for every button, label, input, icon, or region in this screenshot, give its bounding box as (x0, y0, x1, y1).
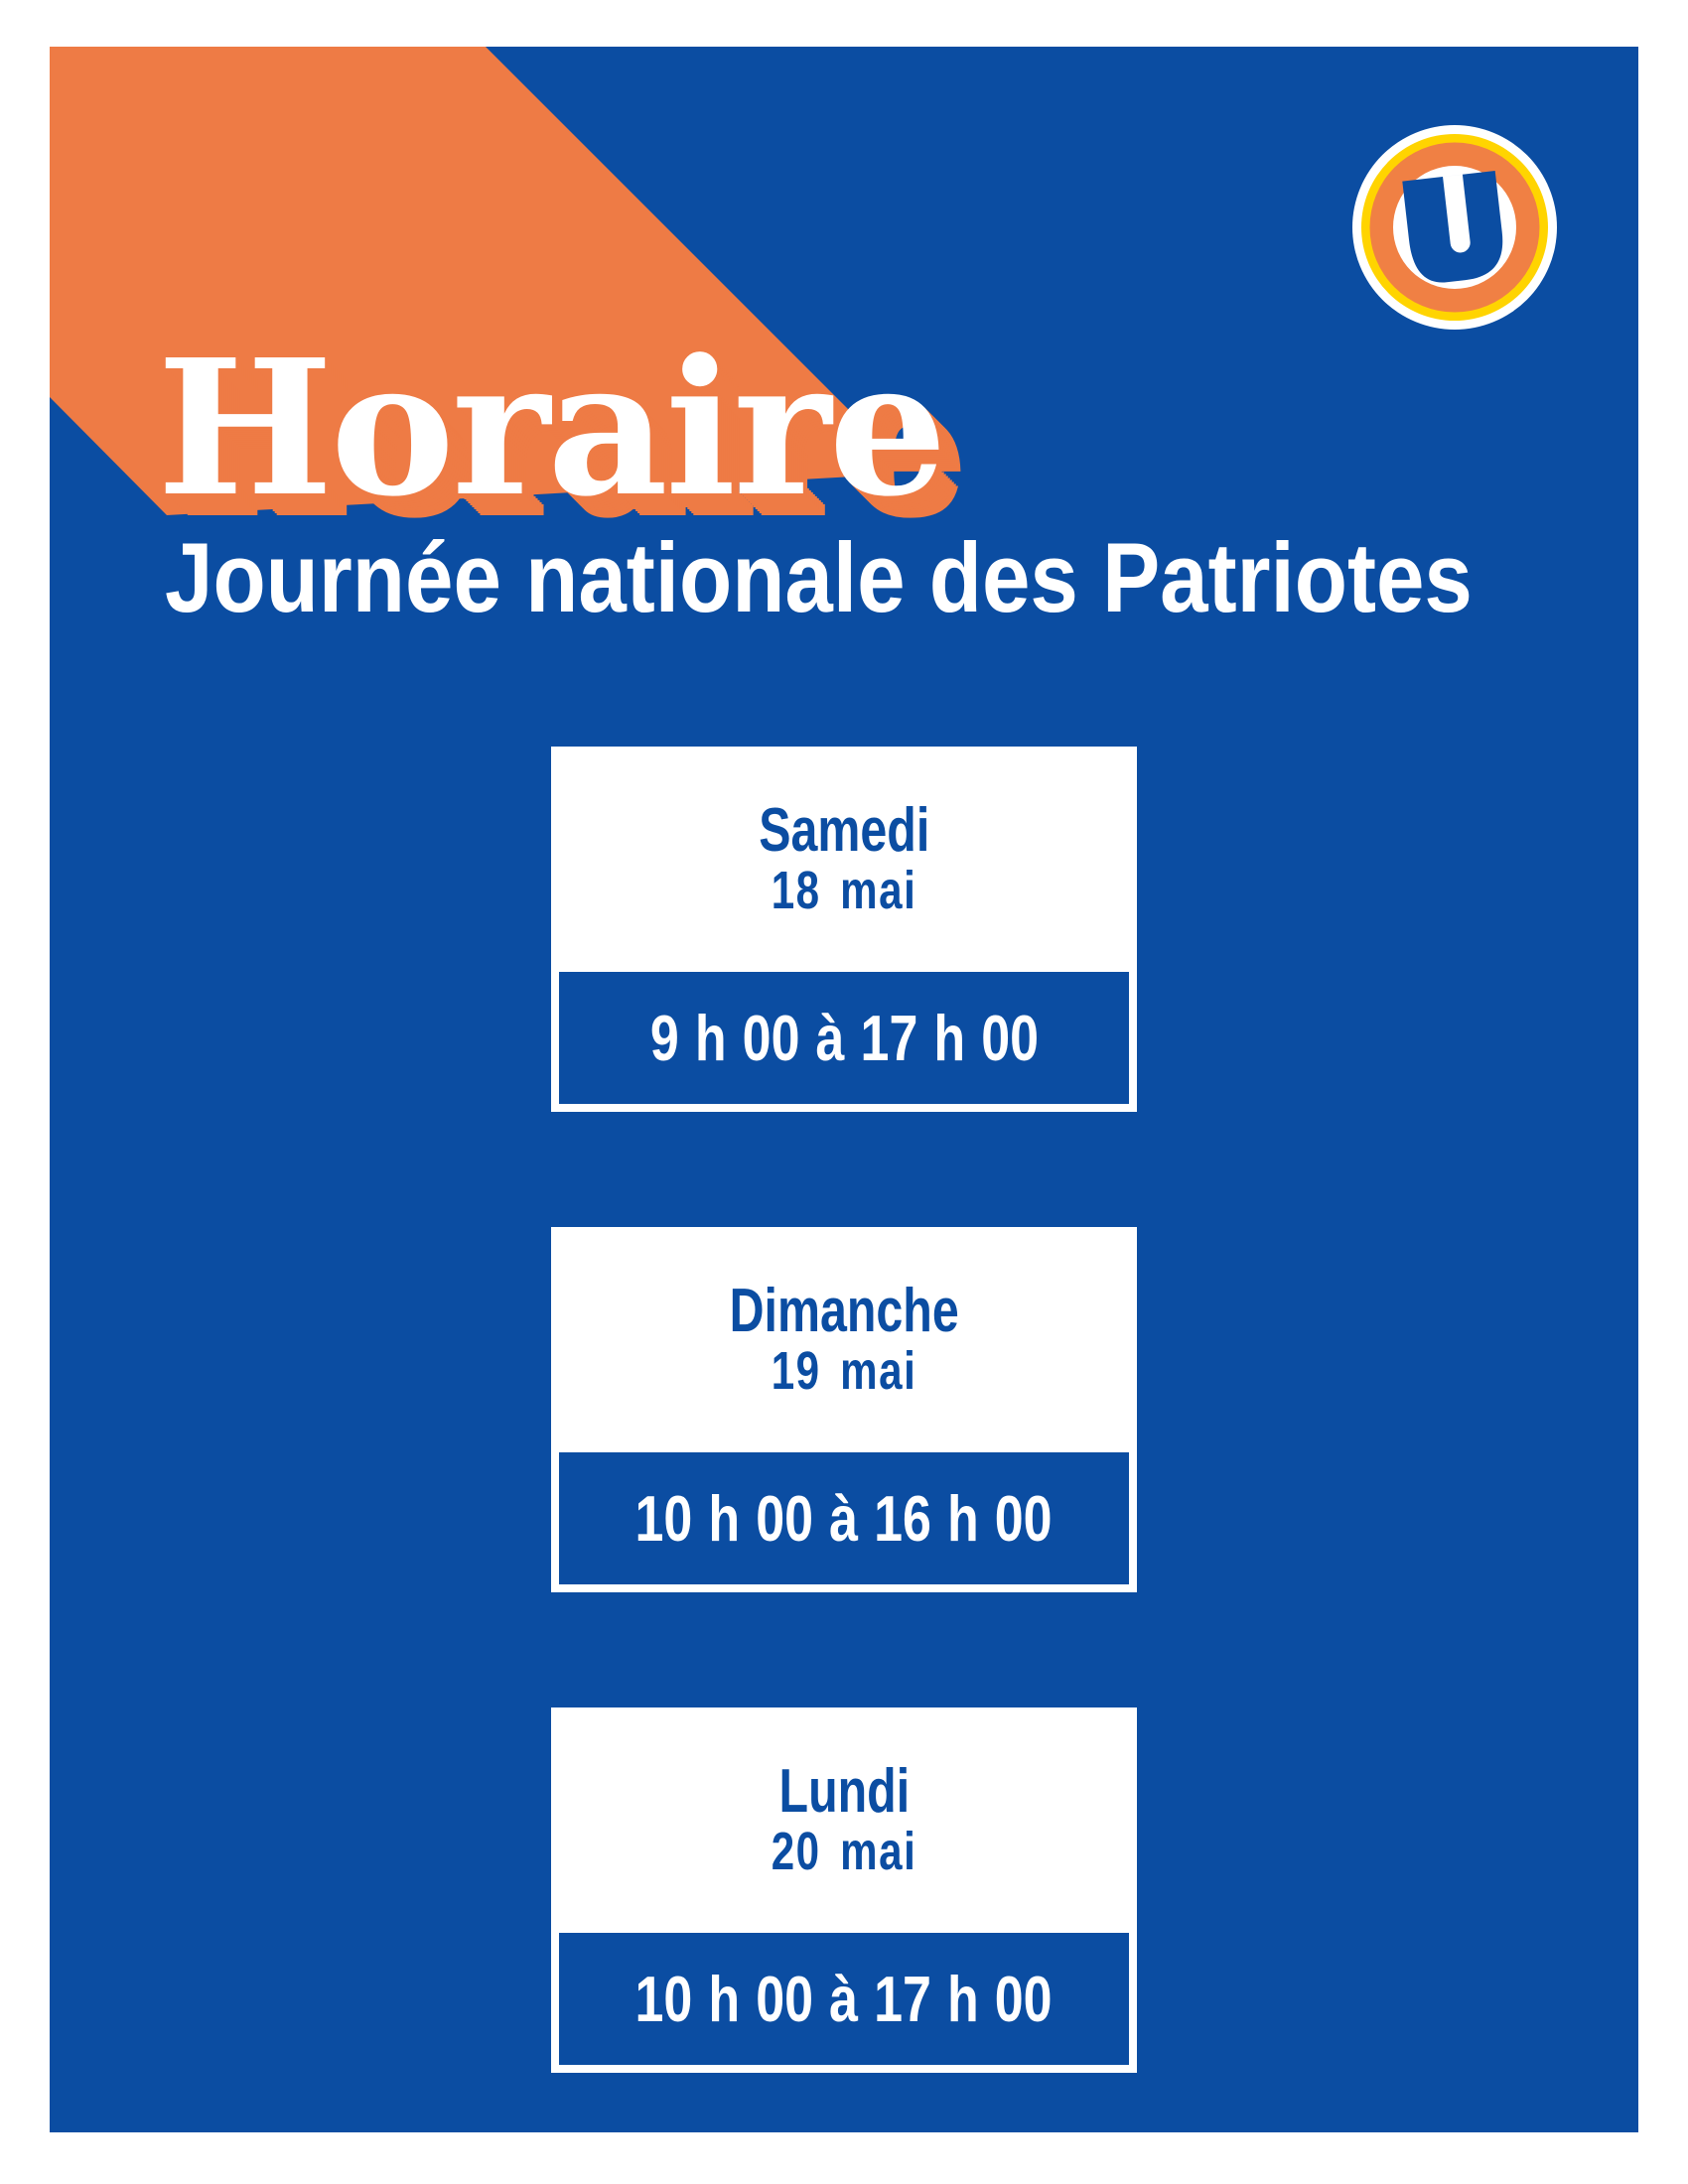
schedule-card (551, 1227, 1137, 1592)
hours-text: 10 h 00 à 17 h 00 (634, 1963, 1054, 2035)
card-day-block (551, 747, 1137, 972)
day-name: Dimanche (729, 1276, 959, 1345)
day-date: 19 mai (771, 1340, 917, 1401)
schedule-card (551, 747, 1137, 1112)
card-hours-band (559, 1452, 1129, 1584)
card-hours-band (559, 1933, 1129, 2065)
day-date: 20 mai (771, 1821, 917, 1881)
day-name: Samedi (758, 795, 930, 865)
poster-canvas (50, 47, 1638, 2132)
card-day-block (551, 1707, 1137, 1933)
u-store-logo-icon (1351, 124, 1558, 331)
page-title: Horaire (157, 319, 944, 538)
day-name: Lundi (778, 1756, 910, 1826)
page-subtitle: Journée nationale des Patriotes (165, 522, 1473, 632)
schedule-card-list (551, 747, 1137, 2073)
hours-text: 9 h 00 à 17 h 00 (649, 1002, 1039, 1074)
card-day-block (551, 1227, 1137, 1452)
card-hours-band (559, 972, 1129, 1104)
schedule-card (551, 1707, 1137, 2073)
hours-text: 10 h 00 à 16 h 00 (634, 1482, 1054, 1555)
day-date: 18 mai (771, 860, 917, 920)
